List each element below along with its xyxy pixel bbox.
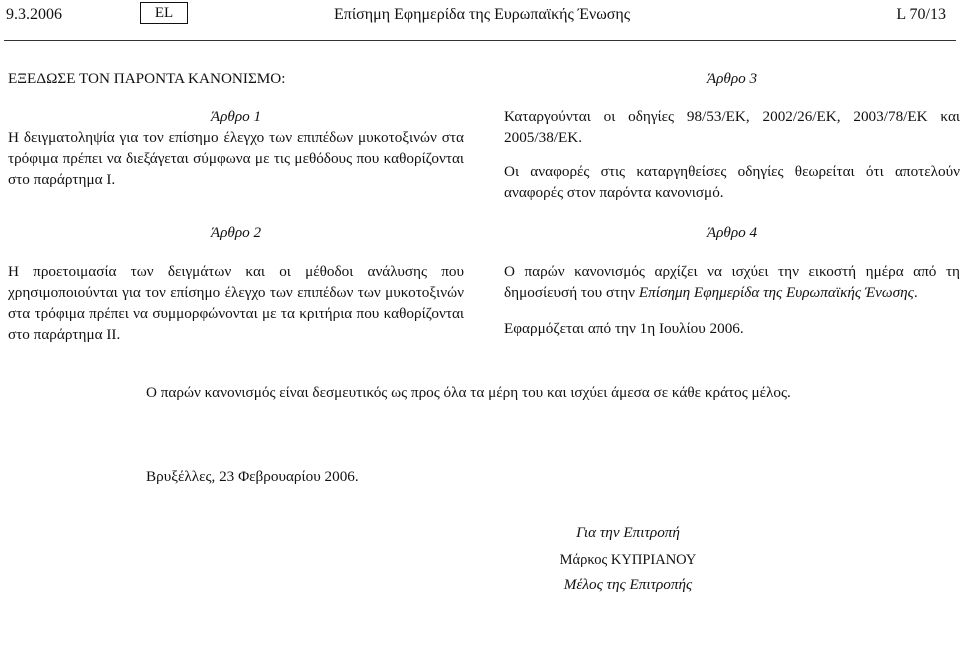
article-3-title: Άρθρο 3	[706, 70, 758, 87]
article-3-text-1: Καταργούνται οι οδηγίες 98/53/ΕΚ, 2002/26/ΕΚ, 2003/78/ΕΚ και 2005/38/ΕΚ.	[504, 108, 960, 146]
page-header	[6, 2, 946, 28]
signatory-name: Μάρκος ΚΥΠΡΙΑΝΟΥ	[559, 552, 697, 568]
article-1-text: Η δειγματοληψία για τον επίσημο έλεγχο των επιπέδων μυκοτοξινών στα τρόφιμα πρέπει να διεξάγεται σύμφωνα με τις μεθόδους που καθορίζονται στο παράρτημα I.	[8, 129, 464, 188]
article-1-title: Άρθρο 1	[210, 108, 262, 125]
article-4-text-2: Εφαρμόζεται από την 1η Ιουλίου 2006.	[504, 320, 744, 337]
header-divider	[4, 40, 956, 41]
publication-date: 9.3.2006	[6, 6, 62, 23]
article-4-text-1-end: .	[913, 284, 918, 301]
article-4-title: Άρθρο 4	[706, 224, 758, 241]
for-commission: Για την Επιτροπή	[576, 524, 680, 541]
article-2-text: Η προετοιμασία των δειγμάτων και οι μέθοδοι ανάλυσης που χρησιμοποιούνται για τον επίσημο έλεγχο των επιπέδων των μυκοτοξινών στα τρόφιμα πρέπει να συμμορφώνονται με τα κριτήρια που καθορίζονται στο παράρτημα II.	[8, 263, 464, 343]
article-3-text-2: Οι αναφορές στις καταργηθείσες οδηγίες θεωρείται ότι αποτελούν αναφορές στον παρόντα κανονισμό.	[504, 163, 960, 201]
article-2-title: Άρθρο 2	[210, 224, 262, 241]
page-reference: L 70/13	[896, 6, 946, 23]
binding-statement: Ο παρών κανονισμός είναι δεσμευτικός ως προς όλα τα μέρη του και ισχύει άμεσα σε κάθε κράτος μέλος.	[146, 384, 791, 401]
article-4-journal-name: Επίσημη Εφημερίδα της Ευρωπαϊκής Ένωσης	[638, 284, 914, 301]
place-and-date: Βρυξέλλες, 23 Φεβρουαρίου 2006.	[146, 468, 359, 485]
language-badge: EL	[140, 2, 188, 24]
article-4-text-1-start: Ο παρών κανονισμός αρχίζει να ισχύει την εικοστή ημέρα από τη δημοσίευσή του στην	[504, 263, 960, 301]
signatory-role: Μέλος της Επιτροπής	[563, 576, 693, 593]
article-4-text-1	[504, 261, 960, 303]
journal-title: Επίσημη Εφημερίδα της Ευρωπαϊκής Ένωσης	[334, 6, 631, 23]
enacting-formula: ΕΞΕΔΩΣΕ ΤΟΝ ΠΑΡΟΝΤΑ ΚΑΝΟΝΙΣΜΟ:	[8, 70, 286, 87]
